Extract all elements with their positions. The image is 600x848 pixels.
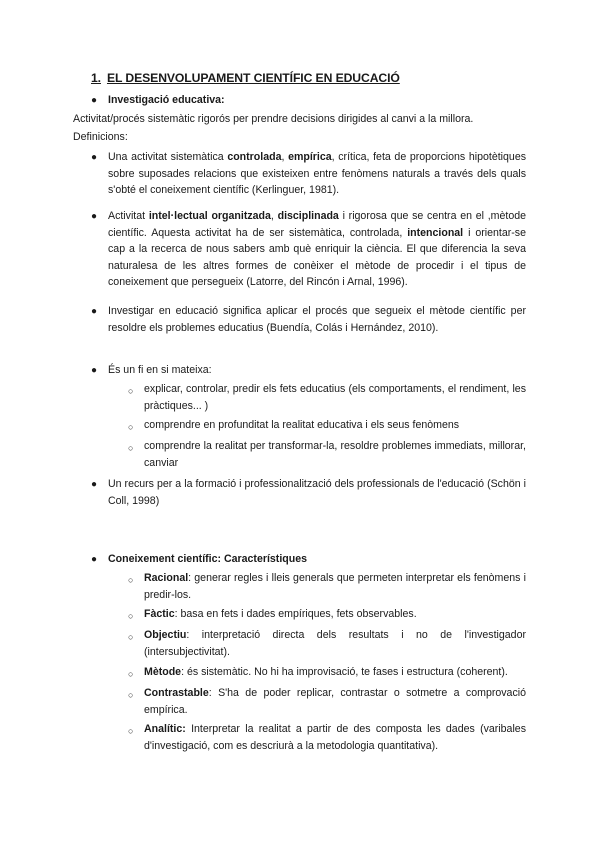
fi-title: És un fi en si mateixa:	[108, 364, 212, 376]
d1-text-e: , crítica, feta de proporcions hipotètiques sobre suposades relacions que existeixen entre fenòmens naturals a través dels quals s'obté el coneixement científic (Kerlinguer, 1981).	[108, 151, 527, 196]
d2-text-a: Activitat	[108, 210, 149, 222]
characteristic-item	[144, 685, 526, 718]
characteristic-item	[144, 627, 526, 660]
bullet-icon: ●	[91, 211, 98, 222]
d1-term-controlada: controlada	[227, 151, 282, 163]
circle-bullet-icon: ○	[128, 726, 134, 736]
heading-text: EL DESENVOLUPAMENT CIENTÍFIC EN EDUCACIÓ	[106, 71, 400, 85]
characteristic-desc: : interpretació directa dels resultats i no de l'investigador (intersubjectivitat).	[144, 629, 526, 658]
definition-2	[108, 208, 526, 291]
circle-bullet-icon: ○	[128, 669, 134, 679]
circle-bullet-icon: ○	[128, 422, 134, 432]
d1-term-empirica: empírica	[288, 151, 332, 163]
d2-text-c: ,	[270, 210, 278, 222]
d2-term-disciplinada: disciplinada	[277, 210, 339, 222]
investigacio-title: Investigació educativa:	[108, 94, 225, 106]
circle-bullet-icon: ○	[128, 690, 134, 700]
d2-term-intel-lectual: intel·lectual organitzada	[148, 210, 271, 222]
intro-line: Activitat/procés sistemàtic rigorós per prendre decisions dirigides al canvi a la millora.	[73, 113, 474, 125]
bullet-icon: ●	[91, 152, 98, 163]
d2-term-intencional: intencional	[407, 226, 464, 239]
fi-item: explicar, controlar, predir els fets educatius (els comportaments, el rendiment, les pràctiques... )	[144, 383, 526, 412]
circle-bullet-icon: ○	[128, 632, 134, 642]
d1-text-c: ,	[281, 151, 289, 163]
characteristic-term: Contrastable	[144, 687, 209, 699]
d1-text-a: Una activitat sistemàtica	[108, 151, 228, 163]
characteristic-desc: : S'ha de poder replicar, contrastar o sotmetre a comprovació empírica.	[144, 687, 526, 716]
definition-1	[108, 149, 526, 199]
bullet-icon: ●	[91, 554, 98, 565]
characteristic-item	[144, 664, 526, 681]
characteristic-term: Objectiu	[144, 629, 187, 641]
d2-text-e: i rigorosa que se centra en el ,mètode científic. Aquesta activitat ha de ser sistemàtica, controlada,	[108, 210, 526, 239]
recurs-item: Un recurs per a la formació i professionalització dels professionals de l'educació (Schön i Coll, 1998)	[108, 478, 526, 507]
circle-bullet-icon: ○	[128, 575, 134, 585]
circle-bullet-icon: ○	[128, 611, 134, 621]
bullet-icon: ●	[91, 95, 98, 106]
definicions-label: Definicions:	[73, 131, 128, 143]
fi-item: comprendre la realitat per transformar-la, resoldre problemes immediats, millorar, canviar	[144, 440, 526, 469]
characteristic-term: Analític:	[144, 723, 186, 735]
d2-text-g: i orientar-se cap a la recerca de nous sabers amb què enriquir la ciència. El que diferencia la seva naturalesa de les altres formes de conèixer el mètode de procedir i el tipus de coneixement que persegueix (Latorre, del Rincón i Arnal, 1996).	[108, 226, 526, 288]
characteristic-term: Fàctic	[144, 608, 175, 620]
characteristic-term: Mètode	[144, 666, 182, 678]
fi-item: comprendre en profunditat la realitat educativa i els seus fenòmens	[144, 419, 460, 431]
bullet-icon: ●	[91, 365, 98, 376]
characteristic-desc: Interpretar la realitat a partir de des composta les dades (varibales d'investigació, com es descriurà a la metodologia quantitativa).	[144, 723, 526, 752]
characteristic-desc: : basa en fets i dades empíriques, fets observables.	[174, 608, 417, 620]
bullet-icon: ●	[91, 479, 98, 490]
bullet-icon: ●	[91, 306, 98, 317]
characteristic-item	[144, 721, 526, 754]
characteristic-desc: : generar regles i lleis generals que permeten interpretar els fenòmens i predir-los.	[144, 572, 526, 601]
characteristic-desc: : és sistemàtic. No hi ha improvisació, te fases i estructura (coherent).	[181, 666, 508, 678]
coneixement-title: Coneixement científic: Característiques	[108, 553, 307, 565]
circle-bullet-icon: ○	[128, 386, 134, 396]
circle-bullet-icon: ○	[128, 443, 134, 453]
definition-3: Investigar en educació significa aplicar el procés que segueix el mètode científic per resoldre els problemes educatius (Buendía, Colás i Hernández, 2010).	[108, 305, 526, 334]
characteristic-item	[144, 606, 526, 623]
characteristic-term: Racional	[144, 572, 189, 584]
characteristic-item	[144, 570, 526, 603]
heading-number: 1.	[91, 71, 101, 85]
section-heading	[91, 70, 400, 87]
